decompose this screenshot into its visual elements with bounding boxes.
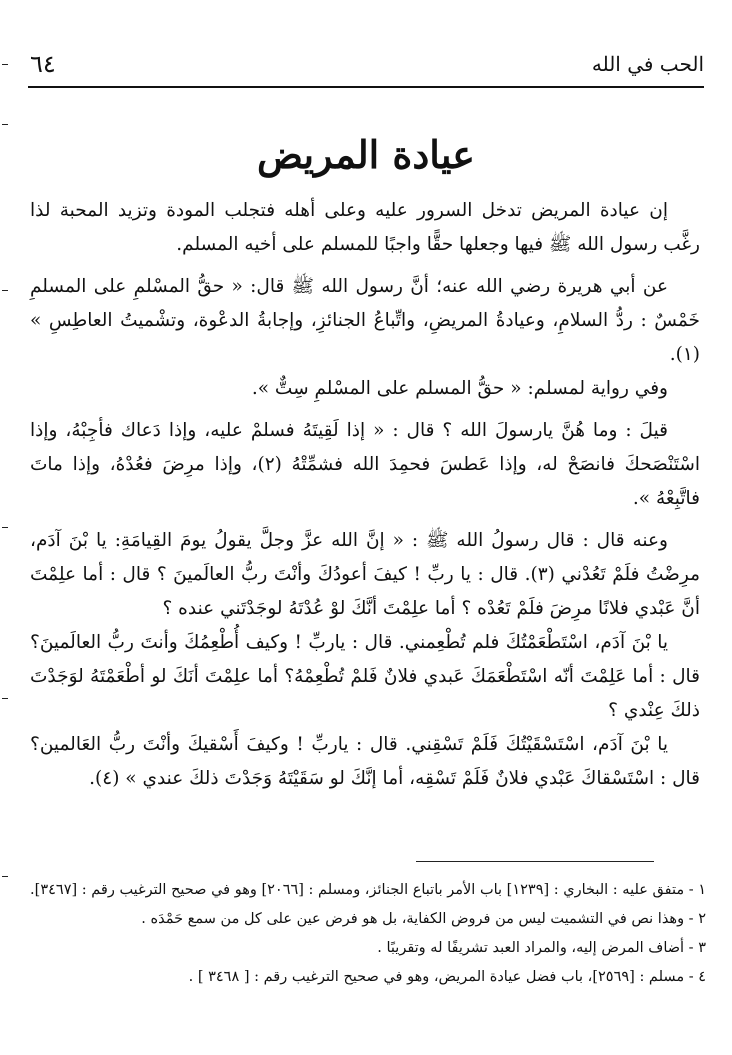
edge-mark (2, 527, 8, 528)
footnote-separator (416, 861, 654, 862)
page-header (28, 48, 704, 88)
edge-mark (2, 124, 8, 125)
paragraph: عن أبي هريرة رضي الله عنه؛ أنَّ رسول الله ﷺ قال: « حقُّ المسْلمِ على المسلمِ خَمْسٌ : ردُّ السلامِ، وعيادةُ المريضِ، واتِّباعُ الجنائزِ، وإجابةُ الدعْوة، وتشْميتُ العاطِسِ » (١). (30, 276, 700, 365)
footnotes (30, 876, 706, 992)
paragraph: وفي رواية لمسلم: « حقُّ المسلم على المسْلمِ سِتٌّ ». (251, 378, 668, 399)
footnote: ١ - متفق عليه : البخاري : [١٢٣٩] باب الأمر باتباع الجنائز، ومسلم : [٢٠٦٦] وهو في صحيح الترغيب رقم : [٣٤٦٧]. (30, 882, 706, 898)
paragraph: قيلَ : وما هُنَّ يارسولَ الله ؟ قال : « إذا لَقِيتَهُ فسلمْ عليه، وإذا دَعاك فأجِبْهُ، وإذا اسْتَنْصَحكَ فانصَحْ له، وإذا عَطسَ فحمِدَ الله فشمِّتْهُ (٢)، وإذا مرِضَ فعُدْهُ، وإذا ماتَ فاتَّبِعْهُ ». (30, 420, 701, 509)
footnote: ٢ - وهذا نص في التشميت ليس من فروض الكفاية، بل هو فرض عين على كل من سمع حَمْدَه . (141, 911, 706, 927)
paragraph: يا بْنَ آدَم، اسْتَطْعَمْتُكَ فلم تُطْعِمني. قال : ياربِّ ! وكيف أُطْعِمُكَ وأنتَ ربُّ العالَمينَ؟ قال : أما عَلِمْتَ أنّه اسْتَطْعَمَكَ عَبدي فلانٌ فَلمْ تُطْعِمْهُ؟ أما علِمْتَ أنَكَ لو أطْعَمْتَهُ لوَجَدْتَ ذلكَ عِنْدي ؟ (30, 632, 700, 721)
running-title: الحب في الله (591, 52, 704, 76)
edge-mark (2, 876, 8, 877)
edge-mark (2, 698, 8, 699)
footnote: ٤ - مسلم : [٢٥٦٩]، باب فضل عيادة المريض، وهو في صحيح الترغيب رقم : [ ٣٤٦٨ ] . (188, 969, 706, 985)
main-text (30, 194, 700, 796)
paragraph: وعنه قال : قال رسولُ الله ﷺ : « إنَّ الله عزَّ وجلَّ يقولُ يومَ القِيامَةِ: يا بْنَ آدَم، مرِضْتُ فلَمْ تَعُدْني (٣). قال : يا ربِّ ! كيفَ أعودُكَ وأنْتَ ربُّ العالَمينَ ؟ قال : أما علِمْتَ أنَّ عَبْدي فلانًا مرِضَ فلَمْ تَعُدْه ؟ أما علِمْتَ أنَّكَ لوْ عُدْتَهُ لوجَدْتَني عنده ؟ (30, 530, 700, 619)
footnote: ٣ - أضاف المرض إليه، والمراد العبد تشريفًا له وتقريبًا . (377, 940, 706, 956)
edge-mark (2, 290, 8, 291)
paragraph: إن عيادة المريض تدخل السرور عليه وعلى أهله فتجلب المودة وتزيد المحبة لذا رغَّب رسول الله ﷺ فيها وجعلها حقًّا واجبًا للمسلم على أخيه المسلم. (30, 200, 700, 255)
chapter-title: عيادة المريض (257, 132, 475, 177)
page-number: ٦٤ (30, 50, 56, 78)
edge-mark (2, 64, 8, 65)
paragraph: يا بْنَ آدَم، اسْتَسْقَيْتُكَ فَلَمْ تَسْقِني. قال : ياربِّ ! وكيفَ أَسْقيكَ وأنْتَ ربُّ العَالمين؟ قال : اسْتَسْقاكَ عَبْدي فلانٌ فَلَمْ تَسْقِه، أما إنَّكَ لو سَقَيْتَهُ وَجَدْتَ ذلكَ عندي » (٤). (30, 734, 700, 789)
